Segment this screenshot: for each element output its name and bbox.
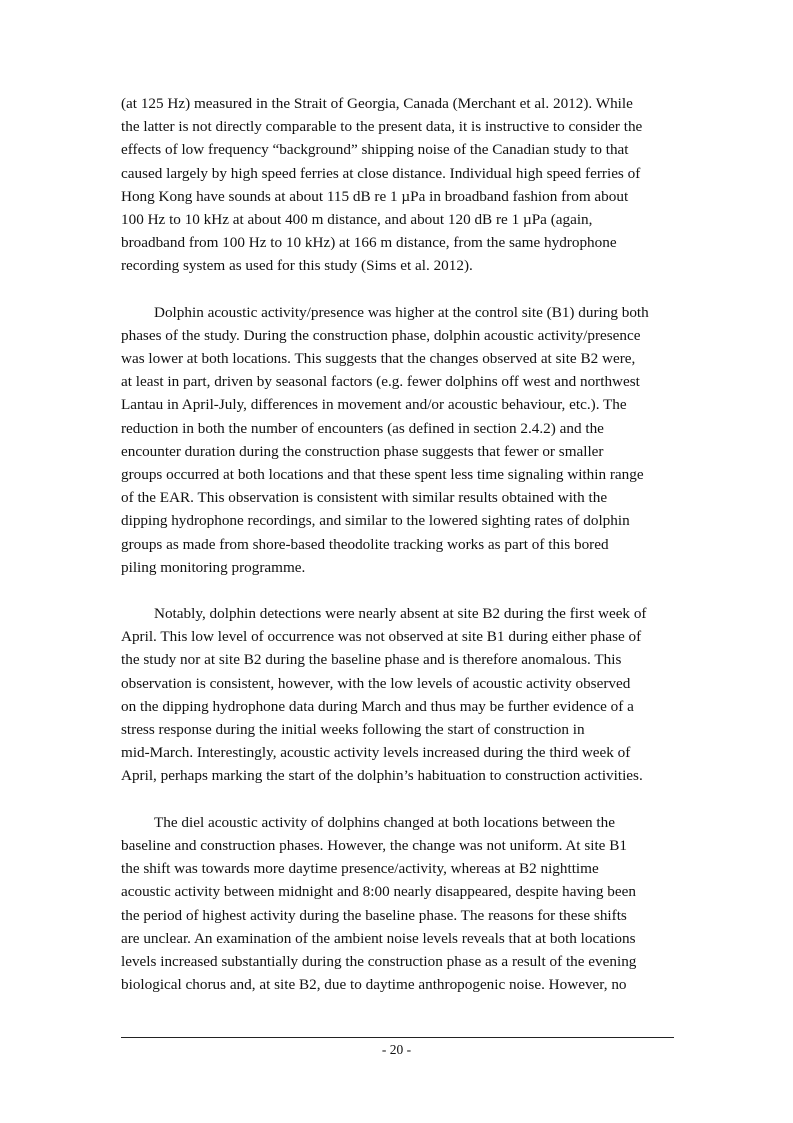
paragraph-3 [121,602,677,788]
text-line: caused largely by high speed ferries at close distance. Individual high speed ferries of [121,164,641,182]
text-line: observation is consistent, however, with the low levels of acoustic activity observed [121,674,631,692]
text-line: April. This low level of occurrence was not observed at site B1 during either phase of [121,628,642,646]
text-line: phases of the study. During the construction phase, dolphin acoustic activity/presence [121,326,641,344]
text-line: Dolphin acoustic activity/presence was higher at the control site (B1) during both [154,303,649,321]
text-line: reduction in both the number of encounters (as defined in section 2.4.2) and the [121,419,604,437]
text-line: piling monitoring programme. [121,558,306,576]
text-line: mid-March. Interestingly, acoustic activity levels increased during the third week of [121,744,631,762]
text-line: of the EAR. This observation is consistent with similar results obtained with the [121,489,608,507]
text-line: (at 125 Hz) measured in the Strait of Georgia, Canada (Merchant et al. 2012). While [121,95,633,112]
text-line: the shift was towards more daytime presence/activity, whereas at B2 nighttime [121,860,599,878]
text-line: Lantau in April-July, differences in movement and/or acoustic behaviour, etc.). The [121,396,627,414]
body-text [121,92,677,1019]
footer-divider [121,1037,674,1038]
text-line: 100 Hz to 10 kHz at about 400 m distance, and about 120 dB re 1 µPa (again, [121,211,593,229]
text-line: the period of highest activity during the baseline phase. The reasons for these shifts [121,906,627,924]
text-line: groups as made from shore-based theodolite tracking works as part of this bored [121,535,609,553]
text-line: encounter duration during the construction phase suggests that fewer or smaller [121,442,604,460]
paragraph-1 [121,92,677,278]
text-line: on the dipping hydrophone data during March and thus may be further evidence of a [121,697,634,715]
text-line: groups occurred at both locations and that these spent less time signaling within range [121,466,644,484]
text-line: baseline and construction phases. However, the change was not uniform. At site B1 [121,836,627,854]
text-line: stress response during the initial weeks following the start of construction in [121,721,585,739]
text-line: was lower at both locations. This suggests that the changes observed at site B2 were, [121,350,636,368]
text-line: recording system as used for this study (Sims et al. 2012). [121,257,473,275]
text-line: levels increased substantially during the construction phase as a result of the evening [121,952,637,970]
paragraph-4 [121,811,677,997]
text-line: Hong Kong have sounds at about 115 dB re 1 µPa in broadband fashion from about [121,187,629,205]
text-line: at least in part, driven by seasonal factors (e.g. fewer dolphins off west and northwest [121,373,640,391]
text-line: broadband from 100 Hz to 10 kHz) at 166 m distance, from the same hydrophone [121,234,617,252]
text-line: The diel acoustic activity of dolphins changed at both locations between the [154,813,615,831]
text-line: biological chorus and, at site B2, due to daytime anthropogenic noise. However, no [121,976,627,994]
text-line: Notably, dolphin detections were nearly absent at site B2 during the first week of [154,605,647,623]
text-line: acoustic activity between midnight and 8:00 nearly disappeared, despite having been [121,883,636,901]
text-line: dipping hydrophone recordings, and similar to the lowered sighting rates of dolphin [121,512,630,530]
text-line: the study nor at site B2 during the baseline phase and is therefore anomalous. This [121,651,622,669]
text-line: the latter is not directly comparable to the present data, it is instructive to consider the [121,118,643,136]
text-line: are unclear. An examination of the ambient noise levels reveals that at both locations [121,929,636,947]
page-number: - 20 - [381,1042,412,1057]
paragraph-2 [121,301,677,579]
text-line: April, perhaps marking the start of the dolphin’s habituation to construction activities. [121,767,643,785]
text-line: effects of low frequency “background” shipping noise of the Canadian study to that [121,141,629,159]
